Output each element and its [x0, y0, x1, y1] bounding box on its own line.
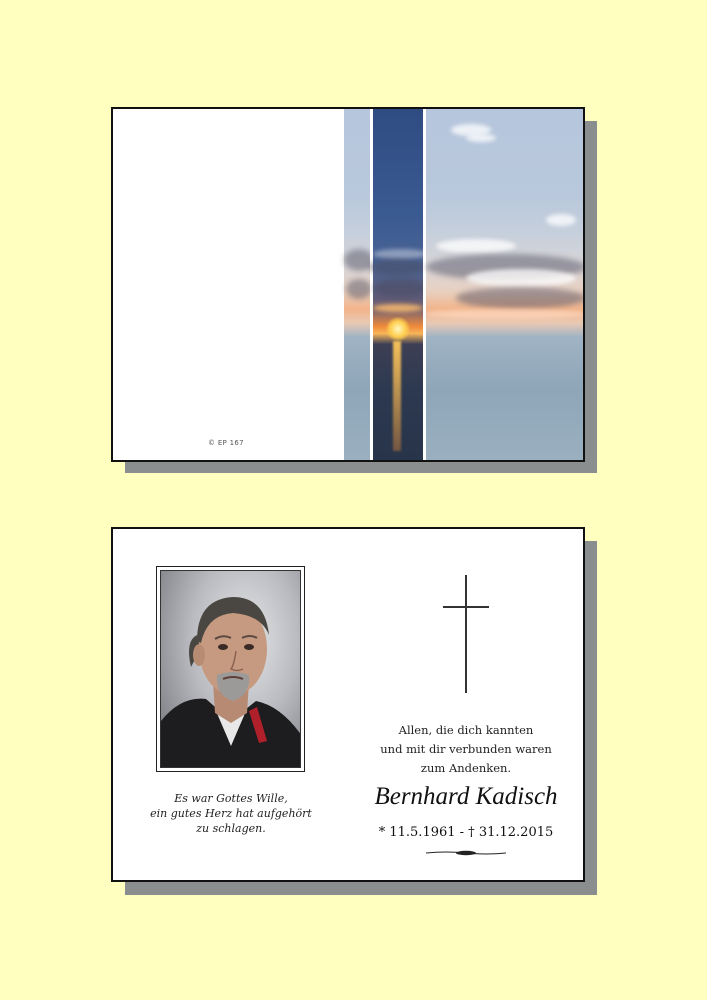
- sunset-strip-right: [426, 109, 585, 460]
- remembrance-verse: [351, 721, 581, 778]
- quote-line: Es war Gottes Wille,: [174, 792, 288, 805]
- verse-line: und mit dir verbunden waren: [380, 742, 552, 756]
- ornament-divider-icon: [426, 849, 506, 857]
- deceased-name: Bernhard Kadisch: [374, 783, 558, 810]
- quote-line: ein gutes Herz hat aufgehört: [150, 807, 312, 820]
- sunset-strip-left: [344, 109, 370, 460]
- copyright-text: © EP 167: [208, 439, 244, 447]
- inner-card: [111, 527, 585, 882]
- portrait-frame: [156, 566, 305, 772]
- quote-line: zu schlagen.: [196, 822, 266, 835]
- portrait-photo: [160, 570, 301, 768]
- front-card: [111, 107, 585, 462]
- verse-line: zum Andenken.: [420, 761, 512, 775]
- life-dates: * 11.5.1961 - † 31.12.2015: [378, 825, 554, 840]
- sunset-strip-center: [373, 109, 423, 460]
- verse-line: Allen, die dich kannten: [398, 723, 534, 737]
- memorial-quote: [131, 791, 331, 836]
